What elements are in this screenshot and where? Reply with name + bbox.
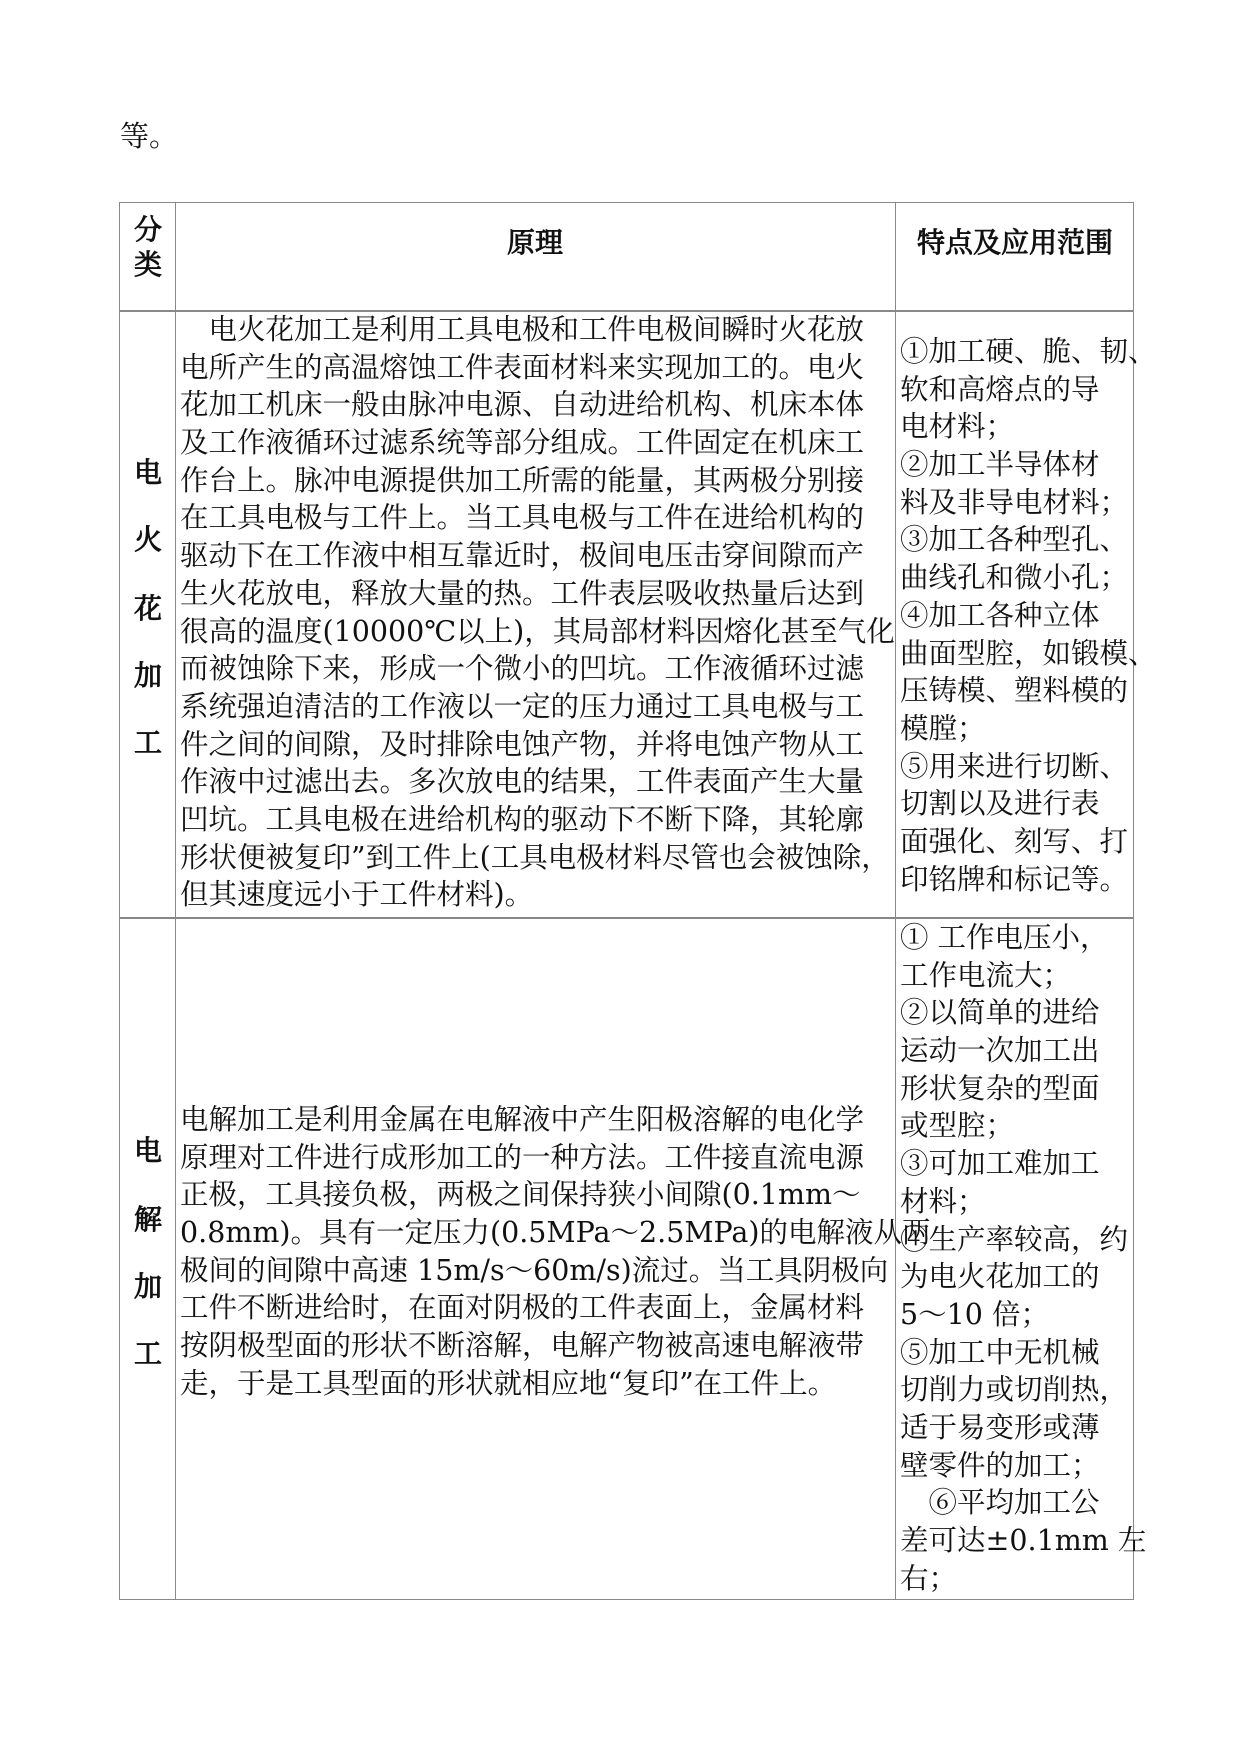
text-line: 切割以及进行表 (900, 787, 1100, 821)
text-line: 料及非导电材料； (900, 485, 1129, 519)
column-divider (175, 203, 176, 1599)
text-line: 很高的温度(10000℃以上)，其局部材料因熔化甚至气化 (180, 614, 895, 648)
text-line: 工件不断进给时，在面对阴极的工件表面上，金属材料 (180, 1291, 865, 1325)
text-line: 曲线孔和微小孔； (900, 561, 1129, 595)
text-line: 软和高熔点的导 (900, 372, 1100, 406)
text-line: 或型腔； (900, 1109, 1015, 1143)
text-line: 印铭牌和标记等。 (900, 862, 1129, 896)
text-line: ④生产率较高，约 (900, 1222, 1129, 1256)
text-line: 及工作液循环过滤系统等部分组成。工件固定在机床工 (180, 426, 865, 460)
text-line: 5～10 倍； (900, 1297, 1049, 1331)
text-line: 极间的间隙中高速 15m/s～60m/s)流过。当工具阴极向 (180, 1253, 889, 1287)
text-line: 电解加工是利用金属在电解液中产生阳极溶解的电化学 (180, 1103, 865, 1136)
text-line: ④加工各种立体 (900, 598, 1100, 632)
category-char: 电 (133, 1134, 162, 1167)
text-line: 原理对工件进行成形加工的一种方法。工件接直流电源 (180, 1140, 865, 1174)
text-line: 电火花加工是利用工具电极和工件电极间瞬时火花放 (180, 313, 865, 346)
header-principle: 原理 (506, 226, 563, 259)
category-char: 工 (133, 1337, 162, 1370)
text-line: 正极，工具接负极，两极之间保持狭小间隙(0.1mm～ (180, 1178, 861, 1212)
text-line: 作台上。脉冲电源提供加工所需的能量，其两极分别接 (180, 463, 865, 497)
text-line: ⑤加工中无机械 (900, 1335, 1100, 1369)
text-line: 作液中过滤出去。多次放电的结果，工件表面产生大量 (180, 765, 865, 799)
category-char: 加 (133, 1270, 162, 1303)
principle-edm (180, 311, 895, 914)
text-line: 系统强迫清洁的工作液以一定的压力通过工具电极与工 (180, 689, 865, 723)
text-line: ③可加工难加工 (900, 1147, 1100, 1181)
text-line: 生火花放电，释放大量的热。工件表层吸收热量后达到 (180, 576, 865, 610)
comparison-table (119, 202, 1157, 1600)
category-char: 解 (133, 1203, 162, 1236)
text-line: 右； (900, 1561, 958, 1595)
text-line: 驱动下在工作液中相互靠近时，极间电压击穿间隙而产 (180, 539, 865, 573)
text-line: 曲面型腔，如锻模、 (900, 636, 1157, 670)
header-category-char: 分 (133, 213, 162, 246)
text-line: 壁零件的加工； (900, 1448, 1100, 1482)
text-line: 按阴极型面的形状不断溶解，电解产物被高速电解液带 (180, 1329, 865, 1363)
category-char: 火 (133, 523, 162, 556)
text-line: 材料； (900, 1184, 986, 1218)
text-line: 切削力或切削热， (900, 1373, 1129, 1407)
text-line: 件之间的间隙，及时排除电蚀产物，并将电蚀产物从工 (180, 727, 865, 761)
category-char: 电 (133, 456, 162, 489)
text-line: 走，于是工具型面的形状就相应地“复印”在工件上。 (180, 1366, 837, 1400)
lead-text: 等。 (120, 119, 179, 153)
text-line: 花加工机床一般由脉冲电源、自动进给机构、机床本体 (180, 388, 865, 422)
category-char: 花 (133, 592, 162, 625)
text-line: 压铸模、塑料模的 (900, 674, 1129, 708)
text-line: 形状便被复印”到工件上(工具电极材料尽管也会被蚀除， (180, 840, 890, 874)
text-line: 差可达±0.1mm 左 (900, 1524, 1147, 1557)
text-line: 模膛； (900, 711, 986, 745)
category-char: 工 (133, 726, 162, 759)
text-line: 适于易变形或薄 (900, 1410, 1100, 1444)
text-line: 而被蚀除下来，形成一个微小的凹坑。工作液循环过滤 (180, 652, 865, 686)
text-line: 0.8mm)。具有一定压力(0.5MPa～2.5MPa)的电解液从两 (180, 1216, 931, 1250)
text-line: ②加工半导体材 (900, 448, 1100, 482)
text-line: 凹坑。工具电极在进给机构的驱动下不断下降，其轮廓 (180, 802, 865, 836)
text-line: ①加工硬、脆、韧、 (900, 335, 1157, 368)
features-ecm (900, 919, 1146, 1597)
text-line: 但其速度远小于工件材料)。 (180, 878, 534, 912)
text-line: 运动一次加工出 (900, 1034, 1100, 1068)
text-line: ⑤用来进行切断、 (900, 749, 1129, 783)
text-line: 在工具电极与工件上。当工具电极与工件在进给机构的 (180, 501, 865, 535)
text-line: ⑥平均加工公 (900, 1486, 1100, 1520)
category-char: 加 (133, 659, 162, 692)
header-category-char: 类 (133, 248, 162, 281)
principle-ecm (180, 1101, 931, 1403)
text-line: 工作电流大； (900, 958, 1072, 992)
text-line: ③加工各种型孔、 (900, 523, 1129, 557)
text-line: 面强化、刻写、打 (900, 824, 1129, 858)
header-features: 特点及应用范围 (916, 226, 1113, 259)
text-line: 电所产生的高温熔蚀工件表面材料来实现加工的。电火 (180, 350, 865, 384)
text-line: 电材料； (900, 410, 1015, 444)
text-line: ① 工作电压小， (900, 921, 1109, 954)
text-line: 形状复杂的型面 (900, 1071, 1100, 1105)
text-line: 为电火花加工的 (900, 1260, 1100, 1294)
text-line: ②以简单的进给 (900, 996, 1100, 1030)
features-edm (900, 333, 1157, 898)
